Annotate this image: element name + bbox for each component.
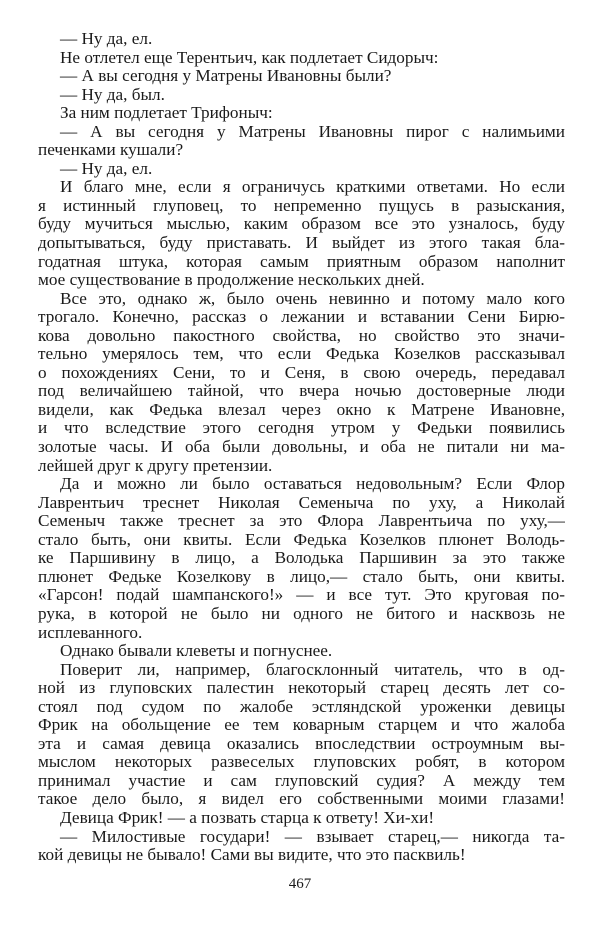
text-line: рука, в которой не было ни одного не битого и насквозь не [38, 604, 565, 623]
paragraph [38, 178, 565, 289]
text-line: Да и можно ли было оставаться недовольным? Если Флор [60, 475, 565, 494]
text-line: исплеванного. [38, 622, 143, 642]
text-line: Поверит ли, например, благосклонный читатель, что в од- [60, 660, 565, 679]
paragraph [38, 661, 565, 809]
text-line: печенками кушали? [38, 140, 184, 160]
text-line: Фрик на обольщение ее тем коварным старцем и что жалоба [38, 716, 565, 735]
paragraph [38, 809, 565, 828]
text-line: Не отлетел еще Терентьич, как подлетает Сидорыч: [60, 47, 439, 67]
text-line: видели, как Федька влезал через окно к Матрене Ивановне, [38, 400, 565, 419]
page-number: 467 [288, 876, 312, 892]
text-line: эта и самая девица оказались впоследствии остроумным вы- [38, 734, 565, 753]
text-line: — А вы сегодня у Матрены Ивановны были? [60, 66, 392, 86]
text-line: кой девицы не бывало! Сами вы видите, что это пасквиль! [38, 845, 466, 865]
text-line: — Ну да, ел. [60, 29, 153, 48]
text-line: лейшей друг к другу претензии. [38, 455, 273, 475]
text-line: — А вы сегодня у Матрены Ивановны пирог с налимьими [60, 122, 565, 141]
text-line: И благо мне, если я ограничусь краткими ответами. Но если [60, 178, 565, 197]
text-line: ной из глуповских палестин некоторый старец десять лет со- [38, 679, 565, 698]
text-line: кова довольно пакостного свойства, но свойство это значи- [38, 326, 565, 345]
text-line: плюнет Федьке Козелкову в лицо,— стало быть, они квиты. [38, 567, 565, 586]
text-line: о похождениях Сени, то и Сеня, в свою очередь, передавал [38, 363, 565, 382]
text-line: За ним подлетает Трифоныч: [60, 103, 273, 123]
paragraph [38, 475, 565, 642]
paragraph [38, 290, 565, 475]
text-line: Семеныч также треснет за это Флора Лаврентьича по уху,— [38, 512, 565, 531]
text-line: допытываться, буду приставать. И выйдет из этого такая бла- [38, 234, 565, 253]
text-line: тельно умерялось тем, что если Федька Козелков рассказывал [38, 345, 565, 364]
text-line: годатная штука, которая самым приятным образом наполнит [38, 252, 565, 271]
text-line: — Ну да, был. [60, 84, 165, 104]
text-line: — Ну да, ел. [60, 158, 153, 178]
paragraph [38, 67, 565, 86]
text-line: стало быть, они квиты. Если Федька Козелков плюнет Володь- [38, 530, 565, 549]
text-line: трогало. Конечно, рассказ о лежании и вставании Сени Бирю- [38, 308, 565, 327]
paragraph [38, 30, 565, 49]
text-line: такое дело было, я видел его собственными моими глазами! [38, 790, 565, 809]
text-line: мое существование в продолжение нескольких дней. [38, 270, 425, 290]
paragraph [38, 104, 565, 123]
text-line: буду мучиться мыслью, каким образом все это узналось, буду [38, 215, 565, 234]
text-line: золотые часы. И оба были довольны, и оба не питали ни ма- [38, 438, 565, 457]
text-line: Лаврентьич треснет Николая Семеныча по уху, а Николай [38, 493, 565, 512]
text-line: Однако бывали клеветы и погнуснее. [60, 641, 333, 661]
paragraph [38, 828, 565, 865]
text-line: — Милостивые государи! — взывает старец,— никогда та- [60, 827, 565, 846]
paragraph [38, 49, 565, 68]
text-line: под величайшею тайной, что вчера ночью достоверные люди [38, 382, 565, 401]
text-line: стоял под судом по жалобе эстляндской уроженки девицы [38, 697, 565, 716]
text-line: я истинный глуповец, то непременно пущусь в разыскания, [38, 196, 565, 215]
text-line: ке Паршивину в лицо, а Володька Паршивин за это также [38, 549, 565, 568]
paragraph [38, 160, 565, 179]
paragraph [38, 642, 565, 661]
text-line: и что вследствие этого сегодня утром у Федьки появились [38, 419, 565, 438]
page-body-text [38, 30, 565, 865]
text-line: принимал участие и сам глуповский судия? А между тем [38, 771, 565, 790]
paragraph [38, 123, 565, 160]
text-line: Девица Фрик! — а позвать старца к ответу! Хи-хи! [60, 807, 435, 827]
text-line: мыслом некоторых развеселых глуповских робят, в котором [38, 753, 565, 772]
text-line: Все это, однако ж, было очень невинно и потому мало кого [60, 289, 565, 308]
paragraph [38, 86, 565, 105]
text-line: «Гарсон! подай шампанского!» — и все тут. Это круговая по- [38, 586, 565, 605]
